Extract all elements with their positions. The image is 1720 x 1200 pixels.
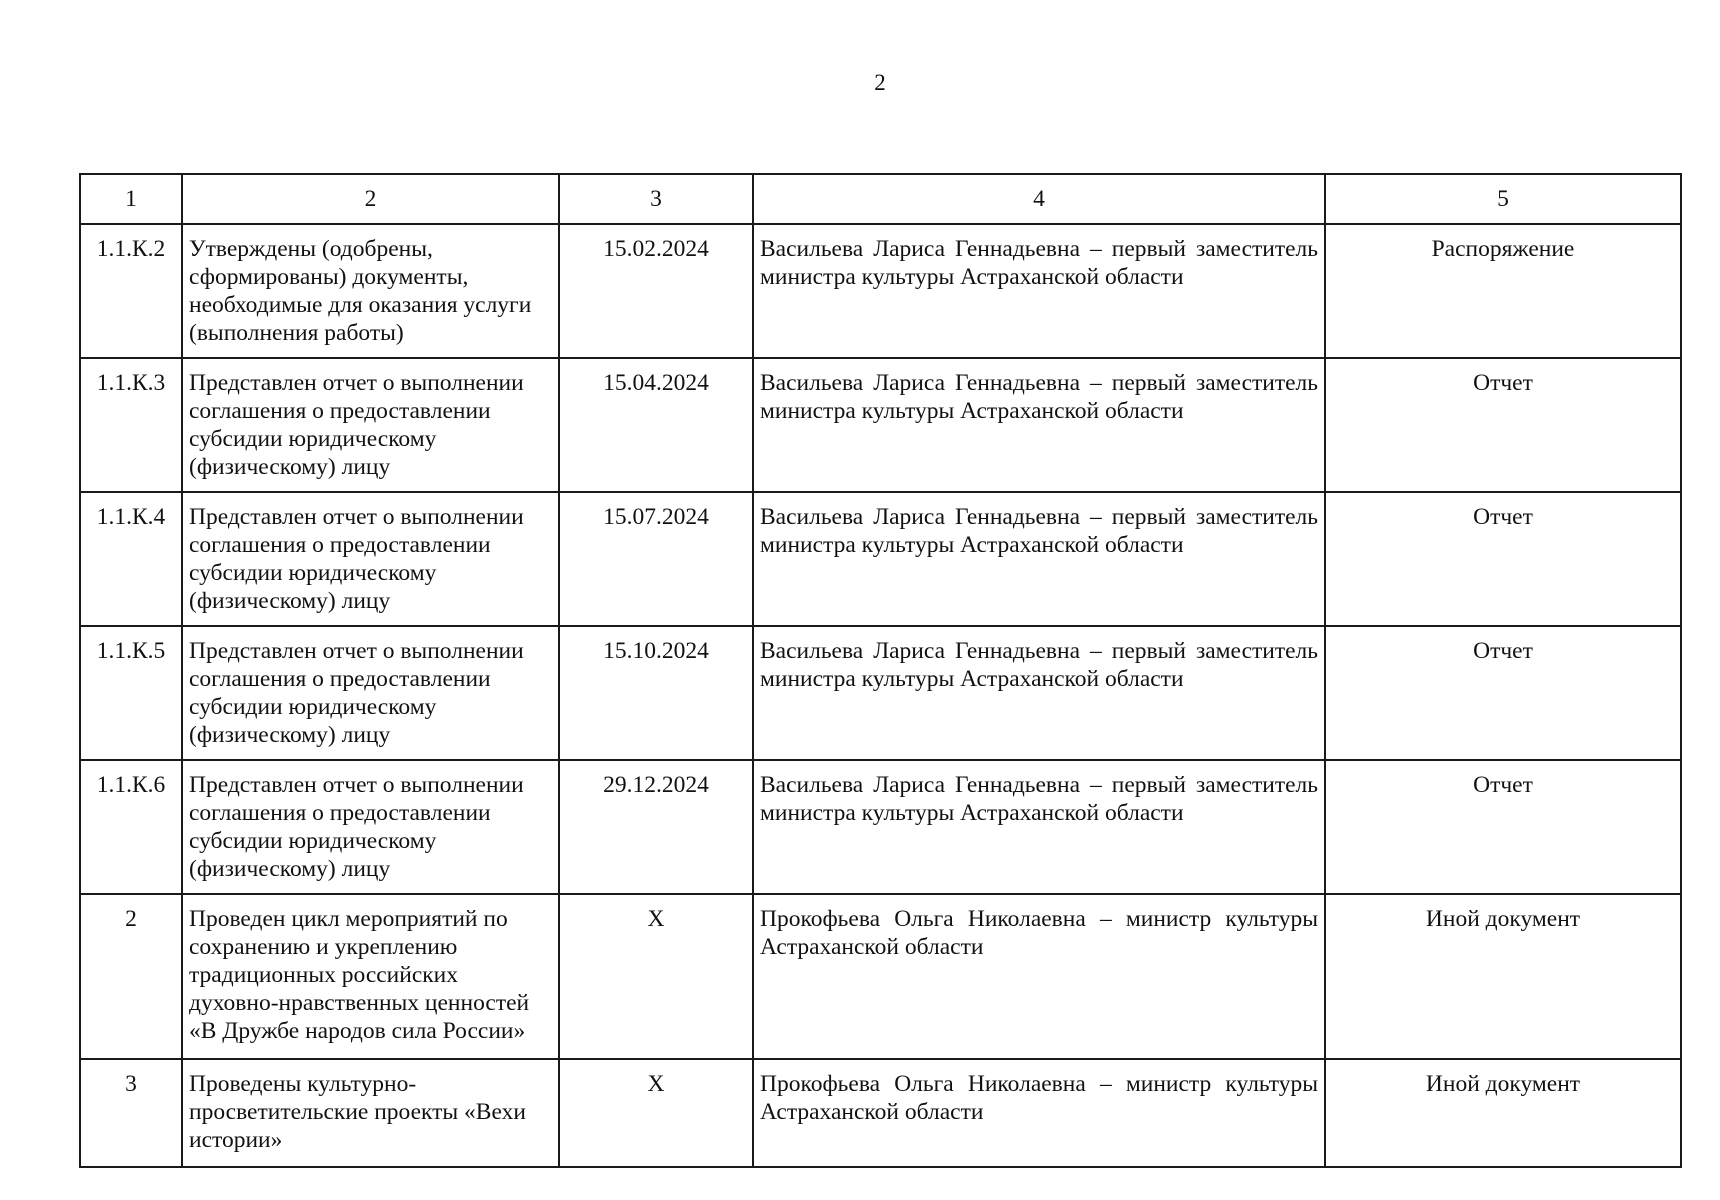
table-row	[80, 626, 1681, 760]
header-cell: 3	[559, 174, 753, 224]
date-cell: Х	[559, 1059, 753, 1167]
table-header-row	[80, 174, 1681, 224]
description-cell: Утверждены (одобрены, сформированы) документы, необходимые для оказания услуги (выполнения работы)	[182, 224, 559, 358]
row-number-cell: 1.1.К.5	[80, 626, 182, 760]
document-type-cell: Распоряжение	[1325, 224, 1681, 358]
row-number-cell: 2	[80, 894, 182, 1059]
responsible-person-cell: Прокофьева Ольга Николаевна – министр культуры Астраханской области	[753, 1059, 1325, 1167]
page-number: 2	[874, 70, 886, 95]
description-cell: Представлен отчет о выполнении соглашения о предоставлении субсидии юридическому (физическому) лицу	[182, 626, 559, 760]
header-cell: 5	[1325, 174, 1681, 224]
table-row	[80, 894, 1681, 1059]
row-number-cell: 3	[80, 1059, 182, 1167]
document-type-cell: Отчет	[1325, 492, 1681, 626]
header-cell: 1	[80, 174, 182, 224]
responsible-person-cell: Васильева Лариса Геннадьевна – первый заместитель министра культуры Астраханской области	[753, 358, 1325, 492]
date-cell: 15.04.2024	[559, 358, 753, 492]
responsible-person-cell: Васильева Лариса Геннадьевна – первый заместитель министра культуры Астраханской области	[753, 626, 1325, 760]
date-cell: 29.12.2024	[559, 760, 753, 894]
row-number-cell: 1.1.К.2	[80, 224, 182, 358]
header-cell: 2	[182, 174, 559, 224]
description-cell: Представлен отчет о выполнении соглашения о предоставлении субсидии юридическому (физическому) лицу	[182, 492, 559, 626]
document-type-cell: Отчет	[1325, 626, 1681, 760]
date-cell: Х	[559, 894, 753, 1059]
date-cell: 15.07.2024	[559, 492, 753, 626]
control-points-table	[79, 173, 1682, 1168]
table-row	[80, 492, 1681, 626]
description-cell: Представлен отчет о выполнении соглашения о предоставлении субсидии юридическому (физическому) лицу	[182, 358, 559, 492]
description-cell: Проведен цикл мероприятий по сохранению и укреплению традиционных российских духовно-нравственных ценностей «В Дружбе народов сила России»	[182, 894, 559, 1059]
document-type-cell: Иной документ	[1325, 1059, 1681, 1167]
document-type-cell: Отчет	[1325, 358, 1681, 492]
responsible-person-cell: Васильева Лариса Геннадьевна – первый заместитель министра культуры Астраханской области	[753, 492, 1325, 626]
responsible-person-cell: Прокофьева Ольга Николаевна – министр культуры Астраханской области	[753, 894, 1325, 1059]
responsible-person-cell: Васильева Лариса Геннадьевна – первый заместитель министра культуры Астраханской области	[753, 224, 1325, 358]
row-number-cell: 1.1.К.6	[80, 760, 182, 894]
table-row	[80, 1059, 1681, 1167]
header-cell: 4	[753, 174, 1325, 224]
table-row	[80, 224, 1681, 358]
row-number-cell: 1.1.К.4	[80, 492, 182, 626]
date-cell: 15.02.2024	[559, 224, 753, 358]
description-cell: Проведены культурно-просветительские проекты «Вехи истории»	[182, 1059, 559, 1167]
date-cell: 15.10.2024	[559, 626, 753, 760]
document-type-cell: Отчет	[1325, 760, 1681, 894]
document-type-cell: Иной документ	[1325, 894, 1681, 1059]
description-cell: Представлен отчет о выполнении соглашения о предоставлении субсидии юридическому (физическому) лицу	[182, 760, 559, 894]
responsible-person-cell: Васильева Лариса Геннадьевна – первый заместитель министра культуры Астраханской области	[753, 760, 1325, 894]
table-row	[80, 760, 1681, 894]
table-row	[80, 358, 1681, 492]
row-number-cell: 1.1.К.3	[80, 358, 182, 492]
